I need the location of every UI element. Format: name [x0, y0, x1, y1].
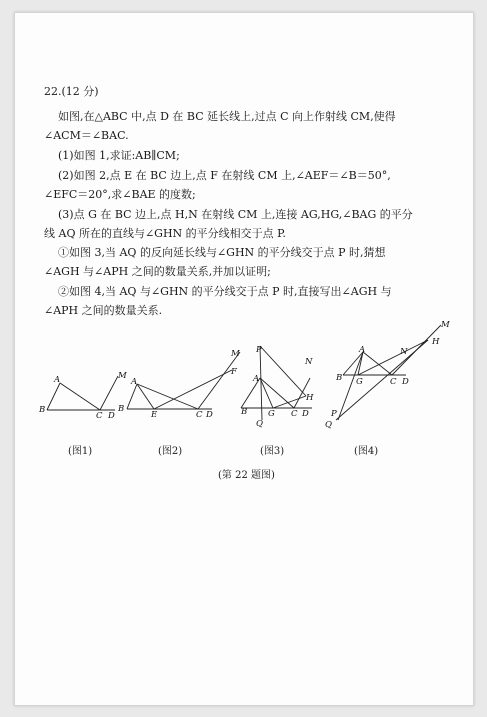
problem-line-5: ∠EFC＝20°,求∠BAE 的度数; [44, 188, 196, 201]
fig2-label-e: E [151, 410, 158, 420]
fig1-label-d: D [108, 411, 115, 421]
fig1-label-b: B [39, 405, 46, 415]
figure-2 [117, 349, 240, 420]
fig1-label-c: C [96, 411, 103, 421]
fig3-label-d: D [302, 409, 309, 419]
problem-line-4: (2)如图 2,点 E 在 BC 边上,点 F 在射线 CM 上,∠AEF＝∠B＝50°, [58, 169, 391, 182]
problem-line-9: ∠AGH 与∠APH 之间的数量关系,并加以证明; [44, 265, 271, 278]
fig2-label-f: F [231, 367, 237, 377]
fig2-label-c: C [196, 410, 203, 420]
problem-line-10: ②如图 4,当 AQ 与∠GHN 的平分线交于点 P 时,直接写出∠AGH 与 [58, 285, 392, 298]
problem-line-2: ∠ACM＝∠BAC. [44, 129, 129, 142]
caption-fig3: (图3) [260, 446, 285, 457]
fig3-label-q: Q [256, 419, 263, 429]
caption-fig1: (图1) [68, 446, 93, 457]
fig2-label-a: A [131, 377, 138, 387]
fig3-label-b: B [241, 407, 248, 417]
fig3-label-h: H [306, 393, 314, 403]
figure-1 [38, 371, 127, 421]
problem-line-1: 如图,在△ABC 中,点 D 在 BC 延长线上,过点 C 向上作射线 CM,使得 [58, 110, 396, 123]
problem-line-11: ∠APH 之间的数量关系. [44, 304, 163, 317]
fig4-label-d: D [402, 377, 409, 387]
fig3-label-p: P [256, 345, 262, 355]
caption-fig4: (图4) [354, 446, 379, 457]
fig4-label-g: G [356, 377, 363, 387]
fig2-label-d: D [206, 410, 213, 420]
figure-group-title: (第 22 题图) [218, 470, 275, 481]
fig3-label-g: G [268, 409, 275, 419]
caption-fig2: (图2) [158, 446, 183, 457]
fig2-label-m: M [231, 349, 240, 359]
fig1-label-m: M [118, 371, 127, 381]
problem-line-7: 线 AQ 所在的直线与∠GHN 的平分线相交于点 P. [44, 227, 286, 240]
problem-line-6: (3)点 G 在 BC 边上,点 H,N 在射线 CM 上,连接 AG,HG,∠BAG 的平分 [58, 208, 413, 221]
fig4-label-m: M [441, 320, 450, 330]
fig4-label-p: P [331, 409, 337, 419]
fig4-label-a: A [359, 345, 366, 355]
fig3-label-c: C [291, 409, 298, 419]
fig4-label-c: C [390, 377, 397, 387]
figure-4 [325, 320, 450, 430]
problem-line-8: ①如图 3,当 AQ 的反向延长线与∠GHN 的平分线交于点 P 时,猜想 [58, 246, 386, 259]
fig2-label-b: B [118, 404, 125, 414]
fig4-label-q: Q [325, 420, 332, 430]
fig4-label-b: B [336, 373, 343, 383]
fig1-label-a: A [54, 375, 61, 385]
problem-header: 22.(12 分) [44, 85, 99, 98]
fig3-label-a: A [253, 374, 260, 384]
fig4-label-n: N [400, 347, 408, 357]
fig3-label-n: N [305, 357, 313, 367]
problem-line-3: (1)如图 1,求证:AB∥CM; [58, 149, 180, 162]
fig4-label-h: H [432, 337, 440, 347]
figure-3 [240, 345, 314, 429]
